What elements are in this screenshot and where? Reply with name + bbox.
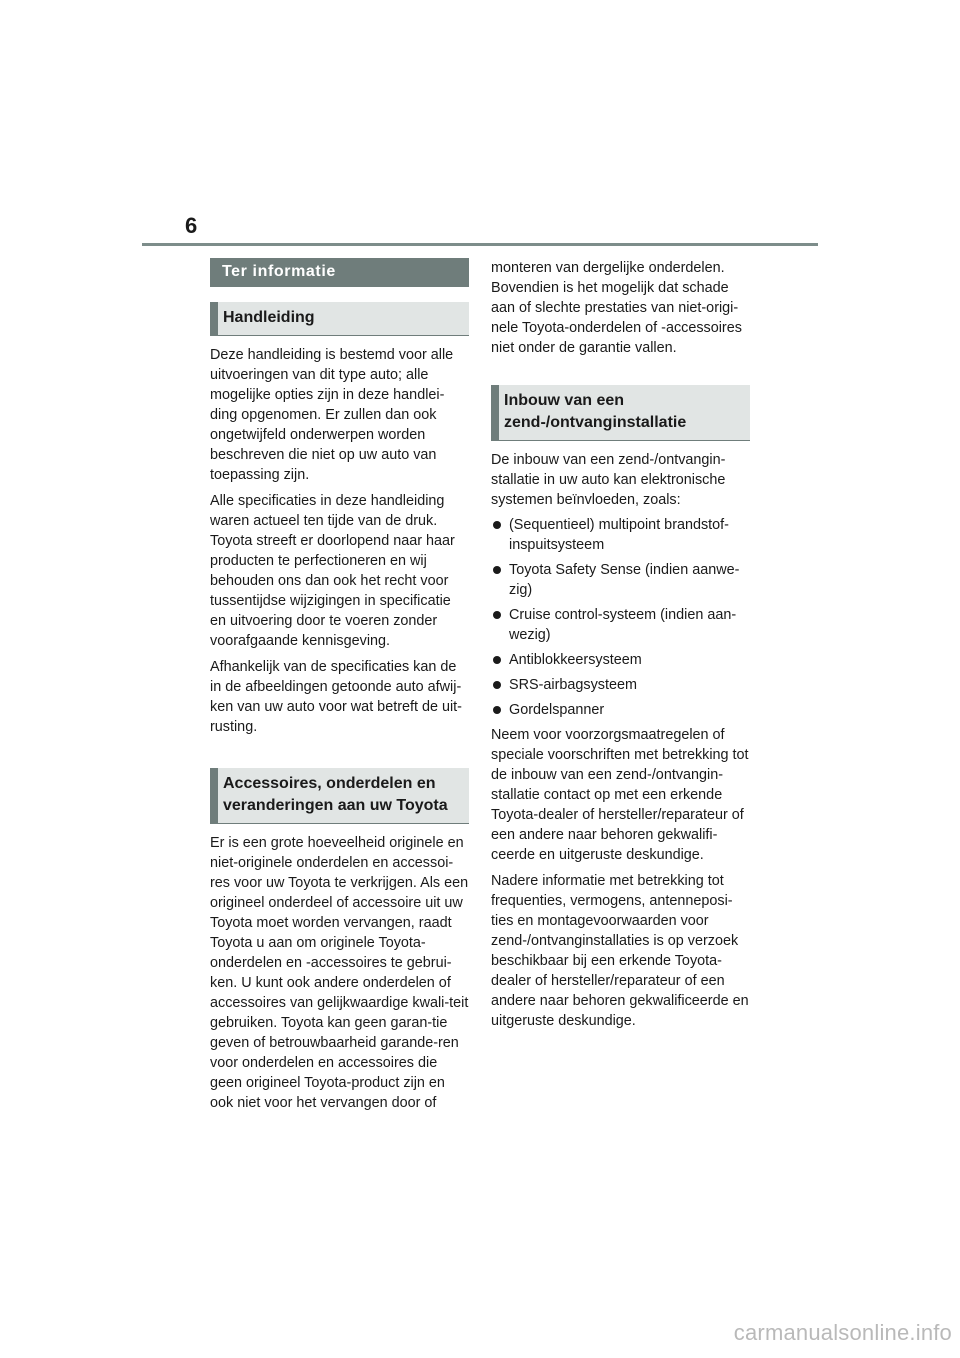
paragraph-inbouw-2: Nadere informatie met betrekking tot frequenties, vermogens, antenneposi-ties en montagevoorwaarden voor zend-/ontvanginstallaties is op verzoek beschikbaar bij een erkende Toyota-dealer of hersteller/reparateur of een andere naar behoren gekwalificeerde en uitgeruste deskundige. <box>491 873 749 1029</box>
bullet-icon <box>493 681 501 689</box>
paragraph-inbouw-intro: De inbouw van een zend-/ontvangin-stallatie in uw auto kan elektronische systemen beïnvloeden, zoals: <box>491 452 726 508</box>
subheader-inbouw-line2: zend-/ontvanginstallatie <box>504 414 687 431</box>
subheader-accessoires <box>210 768 469 824</box>
paragraph-handleiding-3: Afhankelijk van de specificaties kan de in de afbeeldingen getoonde auto afwij-ken van uw auto voor wat betreft de uit-rusting. <box>210 659 462 735</box>
page-number: 6 <box>185 213 198 238</box>
list-item: Toyota Safety Sense (indien aanwe-zig) <box>491 560 750 600</box>
paragraph-continuation: monteren van dergelijke onderdelen. Bovendien is het mogelijk dat schade aan of slechte prestaties van niet-origi-nele Toyota-onderdelen of -accessoires niet onder de garantie vallen. <box>491 260 742 356</box>
header-rule <box>142 243 818 246</box>
bullet-icon <box>493 656 501 664</box>
list-item: SRS-airbagsysteem <box>491 675 750 695</box>
paragraph-accessoires: Er is een grote hoeveelheid originele en niet-originele onderdelen en accessoi-res voor uw Toyota te verkrijgen. Als een origineel onderdeel of accessoire uit uw Toyota moet worden vervangen, raadt Toyota u aan om originele Toyota-onderdelen en -accessoires te gebrui-ken. U kunt ook andere onderdelen of accessoires van gelijkwaardige kwali-teit gebruiken. Toyota kan geen garan-tie geven of betrouwbaarheid garande-ren voor onderdelen en accessoires die geen origineel Toyota-product zijn en ook niet voor het vervangen door of <box>210 835 469 1111</box>
bullet-icon <box>493 521 501 529</box>
bullet-icon <box>493 611 501 619</box>
subheader-handleiding: Handleiding <box>210 302 469 336</box>
section-title: Ter informatie <box>210 258 469 287</box>
paragraph-handleiding-2: Alle specificaties in deze handleiding waren actueel ten tijde van de druk. Toyota streeft er doorlopend naar haar producten te perfectioneren en wij behouden ons dan ook het recht voor tussentijdse wijzigingen in specificatie en uitvoering door te voeren zonder voorafgaande kennisgeving. <box>210 493 455 649</box>
left-column <box>210 258 469 1113</box>
list-item: Cruise control-systeem (indien aan-wezig) <box>491 605 750 645</box>
paragraph-handleiding-1: Deze handleiding is bestemd voor alle uitvoeringen van dit type auto; alle mogelijke opties zijn in deze handlei-ding opgenomen. Er zullen dan ook ongetwijfeld onderwerpen worden beschreven die niet op uw auto van toepassing zijn. <box>210 347 454 483</box>
watermark: carmanualsonline.info <box>733 1320 952 1345</box>
right-column <box>491 258 750 1031</box>
bullet-icon <box>493 706 501 714</box>
subheader-inbouw-line1: Inbouw van een <box>504 392 625 409</box>
paragraph-inbouw-1: Neem voor voorzorgsmaatregelen of speciale voorschriften met betrekking tot de inbouw van een zend-/ontvangin-stallatie contact op met een erkende Toyota-dealer of hersteller/reparateur of een andere naar behoren gekwalifi-ceerde en uitgeruste deskundige. <box>491 727 749 863</box>
bullet-icon <box>493 566 501 574</box>
subheader-accessoires-line1: Accessoires, onderdelen en <box>223 775 436 792</box>
list-item: Gordelspanner <box>491 700 750 720</box>
subheader-inbouw <box>491 385 750 441</box>
list-item: (Sequentieel) multipoint brandstof-inspuitsysteem <box>491 515 750 555</box>
bullet-list <box>491 515 750 720</box>
list-item: Antiblokkeersysteem <box>491 650 750 670</box>
subheader-accessoires-line2: veranderingen aan uw Toyota <box>223 797 448 814</box>
